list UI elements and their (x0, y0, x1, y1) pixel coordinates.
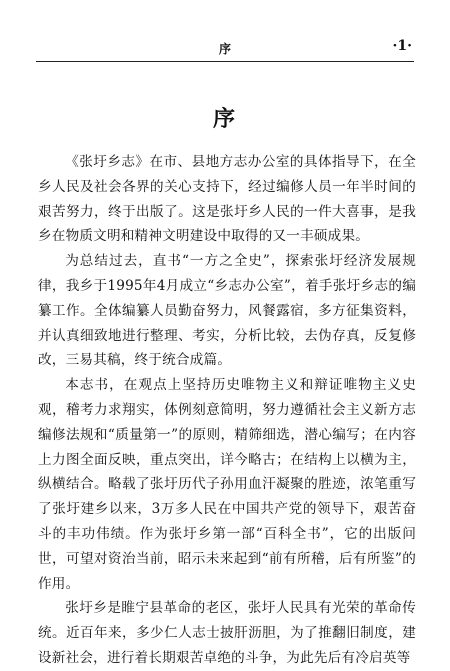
page-number: ·1· (392, 38, 412, 54)
page-header (36, 38, 414, 62)
body-text (38, 150, 416, 671)
paragraph: 《张圩乡志》在市、县地方志办公室的具体指导下，在全乡人民及社会各界的关心支持下，经过编修人员一年半时间的艰苦努力，终于出版了。这是张圩乡人民的一件大喜事，是我乡在物质文明和精神文明建设中取得的又一丰硕成果。 (38, 154, 416, 245)
paragraph: 张圩乡是睢宁县革命的老区，张圩人民具有光荣的革命传统。近百年来，多少仁人志士披肝沥胆，为了推翻旧制度，建设新社会，进行着长期艰苦卓绝的斗争，为此先后有冷启英等 (38, 600, 416, 666)
paragraph: 为总结过去，直书“一方之全史”，探索张圩经济发展规律，我乡于1995年4月成立“乡志办公室”，着手张圩乡志的编纂工作。全体编纂人员勤奋努力，风餐露宿，多方征集资料，并认真细致地进行整理、考实，分析比较，去伪存真，反复修改，三易其稿，终于统合成篇。 (38, 253, 416, 369)
header-rule (36, 61, 414, 62)
page-title: 序 (212, 106, 237, 132)
running-title: 序 (218, 42, 231, 56)
paragraph: 本志书，在观点上坚持历史唯物主义和辩证唯物主义史观，稽考力求翔实，体例刻意简明，努力遵循社会主义新方志编修法规和“质量第一”的原则，精筛细选，潜心编写；在内容上力图全面反映，重点突出，详今略古；在结构上以横为主，纵横结合。略载了张圩历代子孙用血汗凝聚的胜迹，浓笔重写了张圩建乡以来，3万多人民在中国共产党的领导下，艰苦奋斗的丰功伟绩。作为张圩乡第一部“百科全书”，它的出版问世，可望对资治当前，昭示未来起到“前有所稽，后有所鉴”的作用。 (38, 377, 416, 592)
